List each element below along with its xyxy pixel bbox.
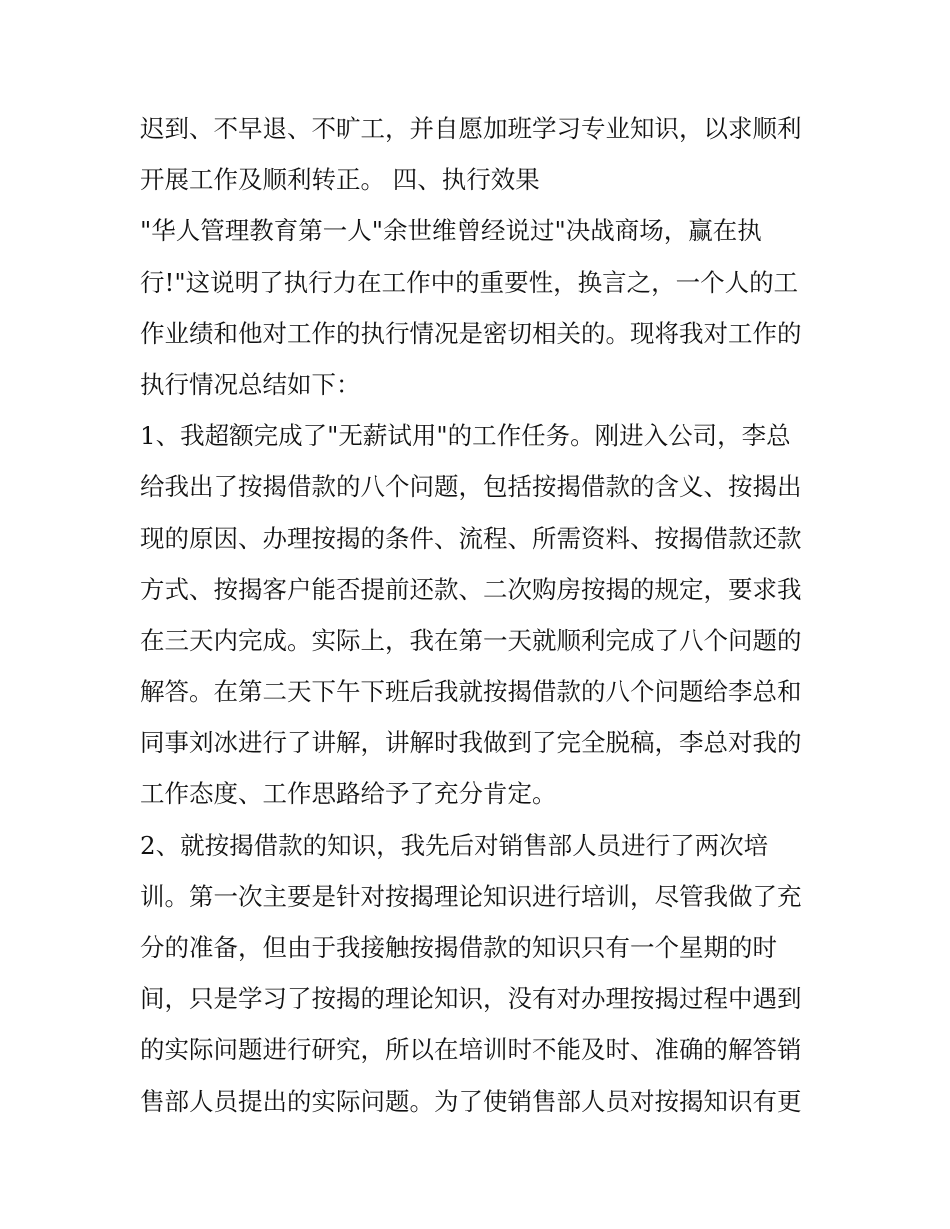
text-line: "华人管理教育第一人"余世维曾经说过"决战商场，赢在执 — [140, 216, 762, 246]
document-body — [140, 103, 820, 1127]
text-line: 给我出了按揭借款的八个问题，包括按揭借款的含义、按揭出 — [140, 472, 802, 502]
text-line: 作业绩和他对工作的执行情况是密切相关的。现将我对工作的 — [140, 318, 802, 348]
text-line: 迟到、不早退、不旷工，并自愿加班学习专业知识，以求顺利 — [140, 114, 802, 143]
text-line: 开展工作及顺利转正。 四、执行效果 — [140, 165, 540, 195]
text-line: 训。第一次主要是针对按揭理论知识进行培训，尽管我做了充 — [140, 881, 802, 911]
text-line: 间，只是学习了按揭的理论知识，没有对办理按揭过程中遇到 — [140, 984, 802, 1014]
text-line: 解答。在第二天下午下班后我就按揭借款的八个问题给李总和 — [140, 677, 802, 707]
text-line: 的实际问题进行研究，所以在培训时不能及时、准确的解答销 — [140, 1035, 802, 1065]
text-line: 工作态度、工作思路给予了充分肯定。 — [140, 779, 557, 809]
text-line: 分的准备，但由于我接触按揭借款的知识只有一个星期的时 — [140, 933, 777, 962]
text-line: 现的原因、办理按揭的条件、流程、所需资料、按揭借款还款 — [140, 523, 802, 553]
text-line: 执行情况总结如下： — [140, 369, 361, 399]
text-line: 方式、按揭客户能否提前还款、二次购房按揭的规定，要求我 — [140, 574, 802, 604]
text-line: 2、就按揭借款的知识，我先后对销售部人员进行了两次培 — [140, 830, 769, 860]
text-line: 售部人员提出的实际问题。为了使销售部人员对按揭知识有更 — [140, 1086, 802, 1116]
text-line: 1、我超额完成了"无薪试用"的工作任务。刚进入公司，李总 — [140, 421, 791, 451]
text-line: 行!"这说明了执行力在工作中的重要性，换言之，一个人的工 — [140, 267, 799, 297]
text-line: 在三天内完成。实际上，我在第一天就顺利完成了八个问题的 — [140, 625, 802, 655]
text-line: 同事刘冰进行了讲解，讲解时我做到了完全脱稿，李总对我的 — [140, 728, 802, 758]
